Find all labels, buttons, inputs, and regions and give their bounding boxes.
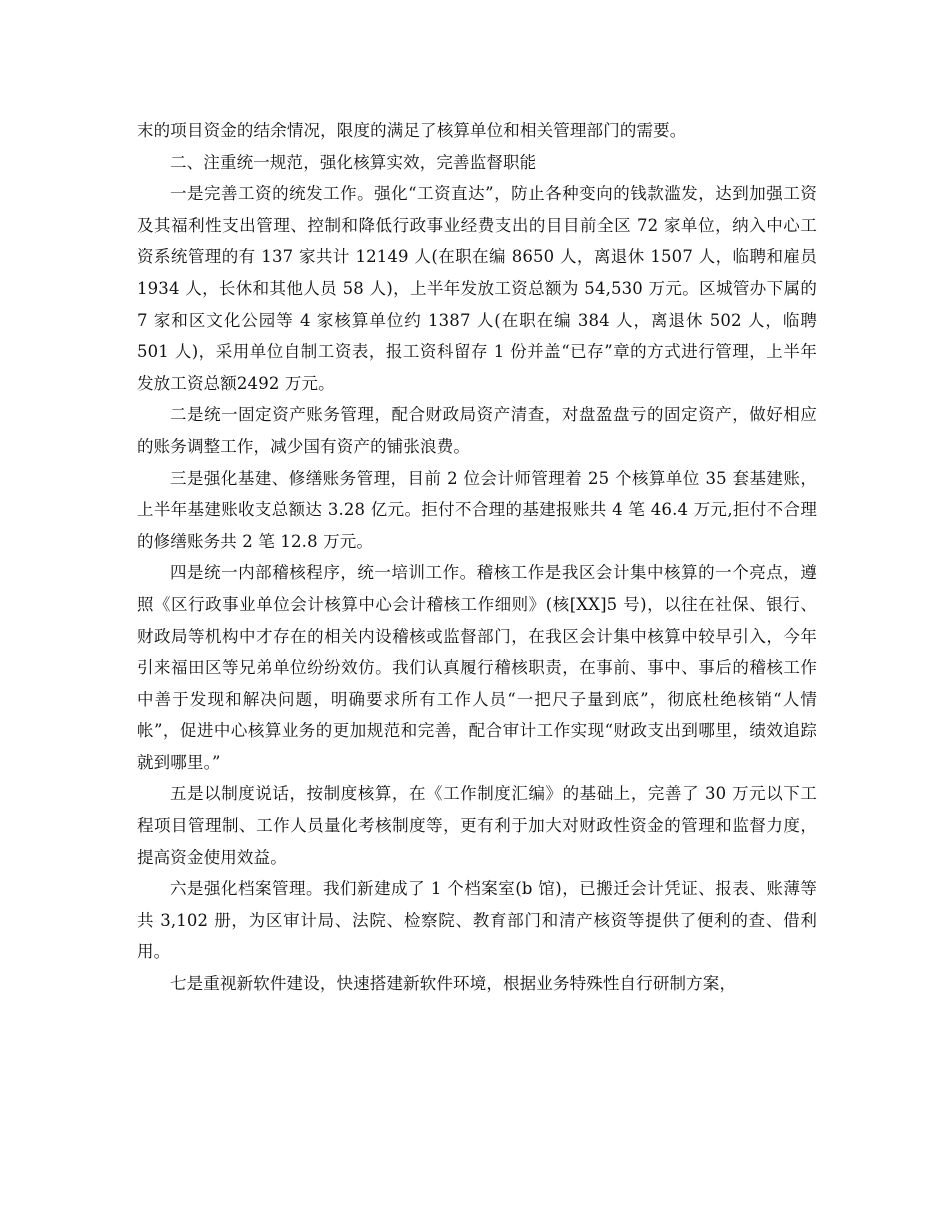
paragraph-continuation: 末的项目资金的结余情况，限度的满足了核算单位和相关管理部门的需要。 [137,121,687,140]
paragraph-salary: 一是完善工资的统发工作。强化“工资直达”，防止各种变向的钱款滥发，达到加强工资及其福利性支出管理、控制和降低行政事业经费支出的目目前全区 72 家单位，纳入中心工资系统管理的有 137 家共计 12149 人(在职在编 8650 人，离退休 1507 人，临聘和雇员 1934 人，长休和其他人员 58 人)，上半年发放工资总额为 54,530 万元。区城管办下属的 7 家和区文化公园等 4 家核算单位约 1387 人(在职在编 384 人，离退休 502 人，临聘 501 人)，采用单位自制工资表，报工资科留存 1 份并盖“已存”章的方式进行管理，上半年发放工资总额2492 万元。 [137,184,817,393]
paragraph-audit: 四是统一内部稽核程序，统一培训工作。稽核工作是我区会计集中核算的一个亮点，遵照《区行政事业单位会计核算中心会计稽核工作细则》(核[XX]5 号)，以往在社保、银行、财政局等机构中才存在的相关内设稽核或监督部门，在我区会计集中核算中较早引入，今年引来福田区等兄弟单位纷纷效仿。我们认真履行稽核职责，在事前、事中、事后的稽核工作中善于发现和解决问题，明确要求所有工作人员“一把尺子量到底”，彻底杜绝核销“人情帐”，促进中心核算业务的更加规范和完善，配合审计工作实现“财政支出到哪里，绩效追踪就到哪里。” [137,563,817,772]
section-heading: 二、注重统一规范，强化核算实效，完善监督职能 [170,152,537,172]
paragraph-regulations: 五是以制度说话，按制度核算，在《工作制度汇编》的基础上，完善了 30 万元以下工程项目管理制、工作人员量化考核制度等，更有利于加大对财政性资金的管理和监督力度，提高资金使用效益。 [137,784,817,867]
paragraph-fixed-assets: 二是统一固定资产账务管理，配合财政局资产清查，对盘盈盘亏的固定资产，做好相应的账务调整工作，减少国有资产的铺张浪费。 [137,405,817,456]
document-body [137,115,817,1000]
paragraph-construction: 三是强化基建、修缮账务管理，目前 2 位会计师管理着 25 个核算单位 35 套基建账，上半年基建账收支总额达 3.28 亿元。拒付不合理的基建报账共 4 笔 46.4 万元,拒付不合理的修缮账务共 2 笔 12.8 万元。 [137,468,817,551]
paragraph-software: 七是重视新软件建设，快速搭建新软件环境，根据业务特殊性自行研制方案， [170,974,737,994]
paragraph-archives: 六是强化档案管理。我们新建成了 1 个档案室(b 馆)，已搬迁会计凭证、报表、账薄等共 3,102 册，为区审计局、法院、检察院、教育部门和清产核资等提供了便利的查、借利用。 [137,879,817,962]
